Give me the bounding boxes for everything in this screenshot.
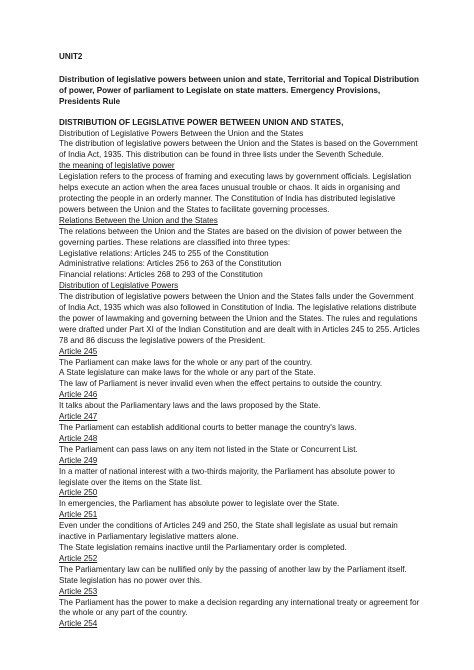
article-title: Article 246 — [59, 390, 98, 400]
section-title-relations: Relations Between the Union and the States — [59, 215, 218, 225]
article-text: The Parliamentary law can be nullified only by the passing of another law by the Parliament itself. State legislation has no power over this. — [59, 564, 407, 585]
article-title: Article 253 — [59, 586, 98, 596]
article-title: Article 254 — [59, 619, 98, 629]
distribution-paragraph: The distribution of legislative powers between the Union and the States falls under the Government of India Act, 1935 which was also followed in Constitution of India. The legislative relations distribute the power of lawmaking and governing between the Union and the States. The rules and regulations were drafted under Part XI of the Indian Constitution and are dealt with in Articles 245 to 255. Articles 78 and 86 discuss the legislative powers of the President. — [59, 292, 420, 345]
article-text: It talks about the Parliamentary laws and the laws proposed by the State. — [59, 401, 321, 411]
relations-paragraph: The relations between the Union and the States are based on the division of power between the governing parties. These relations are classified into three types: — [59, 226, 402, 247]
article-text: In a matter of national interest with a two-thirds majority, the Parliament has absolute power to legislate over the items on the State list. — [59, 466, 395, 487]
article-text: The Parliament can establish additional courts to better manage the country's laws. — [59, 423, 357, 432]
article-title: Article 250 — [59, 488, 98, 498]
article-text: A State legislature can make laws for the whole or any part of the State. — [59, 368, 316, 378]
article-text: Even under the conditions of Articles 249 and 250, the State shall legislate as usual but remain inactive in Parliamentary legislative matters alone. — [59, 521, 398, 542]
relations-item: Legislative relations: Articles 245 to 255 of the Constitution — [59, 248, 269, 258]
article-text: In emergencies, the Parliament has absolute power to legislate over the State. — [59, 499, 340, 509]
article-title: Article 249 — [59, 455, 98, 465]
unit-title: UNIT2 — [59, 52, 83, 61]
section-title-meaning: the meaning of legislative power — [59, 161, 175, 171]
meaning-paragraph: Legislation refers to the process of framing and executing laws by government officials. Legislation helps execute an action when the area faces unusual trouble or chaos. It aids in organising and protecting the people in an orderly manner. The Constitution of India has distributed legislative powers between the Union and the States to facilitate governing processes. — [59, 172, 412, 214]
article-title: Article 245 — [59, 346, 98, 356]
main-heading: DISTRIBUTION OF LEGISLATIVE POWER BETWEEN UNION AND STATES, — [59, 117, 344, 127]
article-title: Article 252 — [59, 553, 98, 563]
article-text: The Parliament has the power to make a decision regarding any international treaty or agreement for the whole or any part of the country. — [59, 597, 420, 618]
article-text: The Parliament can make laws for the whole or any part of the country. — [59, 357, 313, 367]
unit-intro: Distribution of legislative powers between union and state, Territorial and Topical Distribution of power, Power of parliament to Legislate on state matters. Emergency Provisions, Presidents Rule — [59, 74, 419, 106]
relations-item: Financial relations: Articles 268 to 293 of the Constitution — [59, 270, 263, 280]
subheading: Distribution of Legislative Powers Between the Union and the States — [59, 128, 304, 138]
relations-item: Administrative relations: Articles 256 to 263 of the Constitution — [59, 259, 282, 269]
intro-paragraph: The distribution of legislative powers between the Union and the States is based on the Government of India Act, 1935. This distribution can be found in three lists under the Seventh Schedule. — [59, 139, 418, 160]
article-text: The State legislation remains inactive until the Parliamentary order is completed. — [59, 542, 347, 552]
document-page — [59, 52, 421, 630]
section-title-distribution: Distribution of Legislative Powers — [59, 281, 179, 291]
article-title: Article 251 — [59, 510, 98, 520]
article-title: Article 248 — [59, 433, 98, 443]
article-text: The Parliament can pass laws on any item not listed in the State or Concurrent List. — [59, 444, 358, 454]
article-text: The law of Parliament is never invalid even when the effect pertains to outside the country. — [59, 379, 383, 389]
article-title: Article 247 — [59, 412, 98, 422]
